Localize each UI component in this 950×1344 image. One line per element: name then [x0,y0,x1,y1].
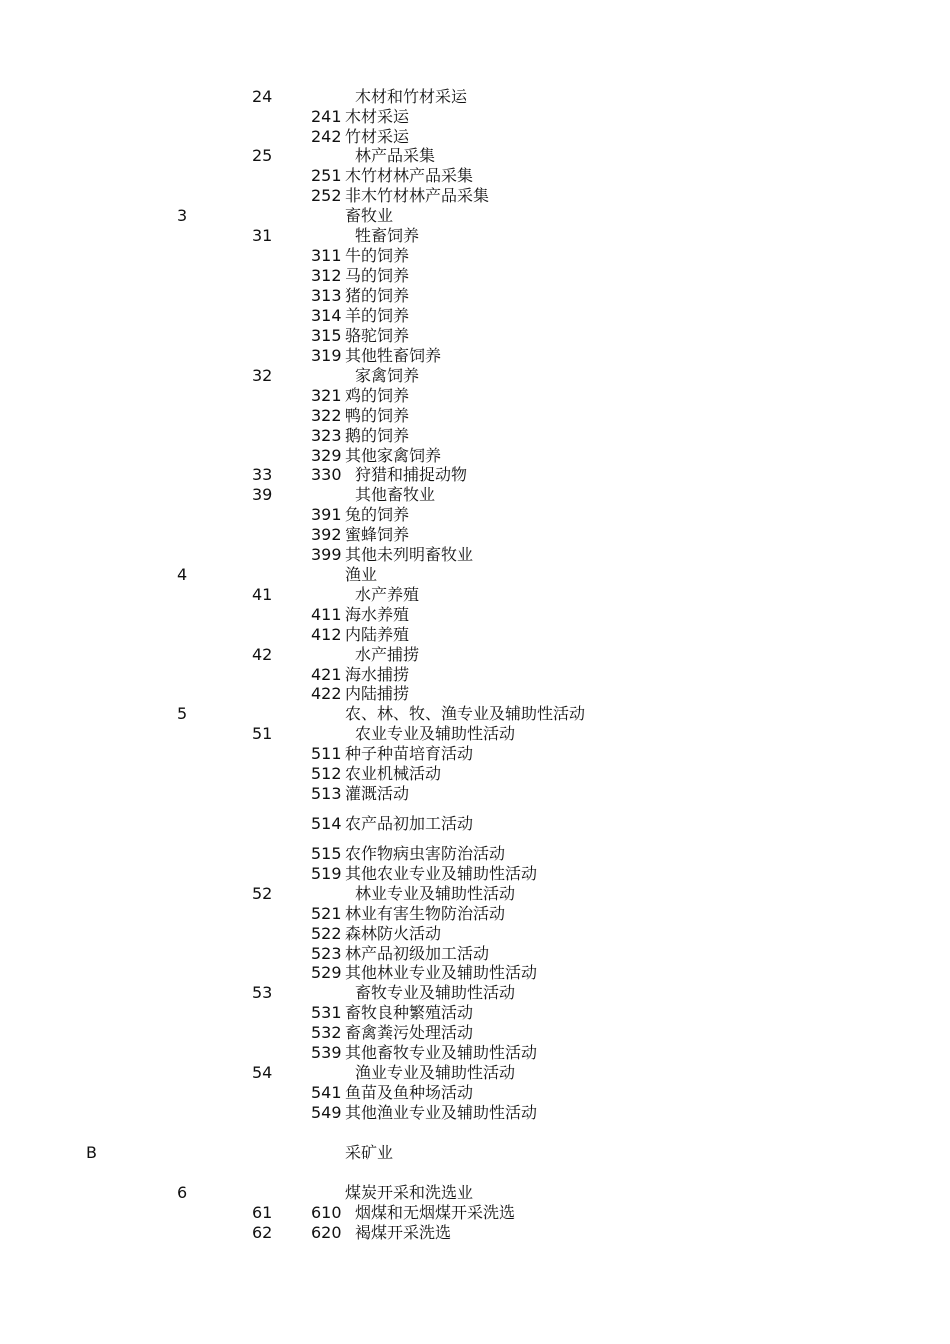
table-row [0,1003,950,1023]
group-code: 51 [252,724,273,743]
class-code: 511 [311,744,342,763]
table-row [0,724,950,744]
table-row [0,266,950,286]
category-name: 海水养殖 [345,605,410,624]
table-row [0,386,950,406]
group-code: 53 [252,983,273,1002]
table-row [0,1183,950,1203]
category-name: 竹材采运 [345,127,410,146]
table-row [0,904,950,924]
group-code: 62 [252,1223,273,1242]
category-name: 木材和竹材采运 [355,87,468,106]
table-row [0,844,950,864]
class-code: 512 [311,764,342,783]
category-name: 水产捕捞 [355,645,420,664]
category-name: 水产养殖 [355,585,420,604]
class-code: 315 [311,326,342,345]
class-code: 329 [311,446,342,465]
category-name: 渔业 [345,565,378,584]
category-name: 畜牧专业及辅助性活动 [355,983,516,1002]
table-row [0,1063,950,1083]
group-code: 54 [252,1063,273,1082]
class-code: 411 [311,605,342,624]
category-name: 鱼苗及鱼种场活动 [345,1083,474,1102]
class-code: 514 [311,814,342,833]
class-code: 251 [311,166,342,185]
category-name: 农产品初加工活动 [345,814,474,833]
class-code: 314 [311,306,342,325]
category-name: 畜禽粪污处理活动 [345,1023,474,1042]
group-code: 52 [252,884,273,903]
division-code: 3 [177,206,188,225]
class-code: 392 [311,525,342,544]
group-code: 61 [252,1203,273,1222]
table-row [0,505,950,525]
table-row [0,127,950,147]
category-name: 林产品采集 [355,146,436,165]
table-row [0,605,950,625]
table-row [0,366,950,386]
table-row [0,814,950,834]
category-name: 兔的饲养 [345,505,410,524]
category-name: 采矿业 [345,1143,394,1162]
category-name: 蜜蜂饲养 [345,525,410,544]
class-code: 531 [311,1003,342,1022]
class-code: 242 [311,127,342,146]
class-code: 620 [311,1223,342,1242]
category-name: 其他牲畜饲养 [345,346,442,365]
table-row [0,446,950,466]
table-row [0,166,950,186]
class-code: 529 [311,963,342,982]
class-code: 311 [311,246,342,265]
division-code: 5 [177,704,188,723]
class-code: 523 [311,944,342,963]
category-name: 木竹材林产品采集 [345,166,474,185]
table-row [0,206,950,226]
category-name: 其他家禽饲养 [345,446,442,465]
class-code: 515 [311,844,342,863]
table-row [0,87,950,107]
table-row [0,525,950,545]
category-name: 鹅的饲养 [345,426,410,445]
table-row [0,944,950,964]
class-code: 412 [311,625,342,644]
class-code: 319 [311,346,342,365]
category-name: 畜牧业 [345,206,394,225]
division-code: 4 [177,565,188,584]
class-code: 252 [311,186,342,205]
table-row [0,684,950,704]
category-name: 烟煤和无烟煤开采洗选 [355,1203,516,1222]
table-row [0,107,950,127]
table-row [0,963,950,983]
class-code: 321 [311,386,342,405]
table-row [0,983,950,1003]
category-name: 其他畜牧业 [355,485,436,504]
class-code: 539 [311,1043,342,1062]
class-code: 313 [311,286,342,305]
group-code: 39 [252,485,273,504]
class-code: 519 [311,864,342,883]
table-row [0,1203,950,1223]
category-name: 其他农业专业及辅助性活动 [345,864,538,883]
table-row [0,585,950,605]
category-name: 鸭的饲养 [345,406,410,425]
group-code: 31 [252,226,273,245]
category-name: 家禽饲养 [355,366,420,385]
table-row [0,326,950,346]
category-name: 林产品初级加工活动 [345,944,490,963]
category-name: 其他林业专业及辅助性活动 [345,963,538,982]
class-code: 241 [311,107,342,126]
category-name: 马的饲养 [345,266,410,285]
table-row [0,246,950,266]
group-code: 25 [252,146,273,165]
category-name: 海水捕捞 [345,665,410,684]
table-row [0,1043,950,1063]
class-code: 541 [311,1083,342,1102]
class-code: 549 [311,1103,342,1122]
table-row [0,625,950,645]
table-row [0,406,950,426]
table-row [0,665,950,685]
category-name: 灌溉活动 [345,784,410,803]
category-name: 鸡的饲养 [345,386,410,405]
table-row [0,924,950,944]
category-name: 牛的饲养 [345,246,410,265]
table-row [0,146,950,166]
table-row [0,426,950,446]
category-name: 其他畜牧专业及辅助性活动 [345,1043,538,1062]
table-row [0,864,950,884]
table-row [0,346,950,366]
category-name: 骆驼饲养 [345,326,410,345]
table-row [0,186,950,206]
table-row [0,1103,950,1123]
table-row [0,226,950,246]
table-row [0,565,950,585]
category-name: 畜牧良种繁殖活动 [345,1003,474,1022]
class-code: 521 [311,904,342,923]
category-name: 非木竹材林产品采集 [345,186,490,205]
table-row [0,465,950,485]
group-code: 41 [252,585,273,604]
group-code: 42 [252,645,273,664]
class-code: 322 [311,406,342,425]
category-name: 内陆养殖 [345,625,410,644]
category-name: 林业有害生物防治活动 [345,904,506,923]
table-row [0,545,950,565]
category-name: 褐煤开采洗选 [355,1223,452,1242]
category-name: 农作物病虫害防治活动 [345,844,506,863]
category-name: 猪的饲养 [345,286,410,305]
category-name: 森林防火活动 [345,924,442,943]
class-code: 399 [311,545,342,564]
category-name: 渔业专业及辅助性活动 [355,1063,516,1082]
table-row [0,744,950,764]
category-name: 其他渔业专业及辅助性活动 [345,1103,538,1122]
group-code: 32 [252,366,273,385]
group-code: 24 [252,87,273,106]
category-name: 狩猎和捕捉动物 [355,465,468,484]
table-row [0,1023,950,1043]
class-code: 421 [311,665,342,684]
class-code: 312 [311,266,342,285]
table-row [0,1083,950,1103]
table-row [0,704,950,724]
category-name: 羊的饲养 [345,306,410,325]
category-name: 农业专业及辅助性活动 [355,724,516,743]
class-code: 513 [311,784,342,803]
class-code: 323 [311,426,342,445]
table-row [0,306,950,326]
table-row [0,884,950,904]
class-code: 391 [311,505,342,524]
table-row [0,784,950,804]
table-row [0,1143,950,1163]
class-code: 330 [311,465,342,484]
table-row [0,286,950,306]
class-code: 532 [311,1023,342,1042]
category-name: 种子种苗培育活动 [345,744,474,763]
table-row [0,1223,950,1243]
category-name: 农、林、牧、渔专业及辅助性活动 [345,704,586,723]
section-code: B [86,1143,97,1162]
class-code: 422 [311,684,342,703]
table-row [0,764,950,784]
category-name: 农业机械活动 [345,764,442,783]
class-code: 522 [311,924,342,943]
category-name: 木材采运 [345,107,410,126]
table-row [0,485,950,505]
table-row [0,645,950,665]
category-name: 内陆捕捞 [345,684,410,703]
category-name: 林业专业及辅助性活动 [355,884,516,903]
group-code: 33 [252,465,273,484]
category-name: 牲畜饲养 [355,226,420,245]
division-code: 6 [177,1183,188,1202]
category-name: 其他未列明畜牧业 [345,545,474,564]
category-name: 煤炭开采和洗选业 [345,1183,474,1202]
class-code: 610 [311,1203,342,1222]
